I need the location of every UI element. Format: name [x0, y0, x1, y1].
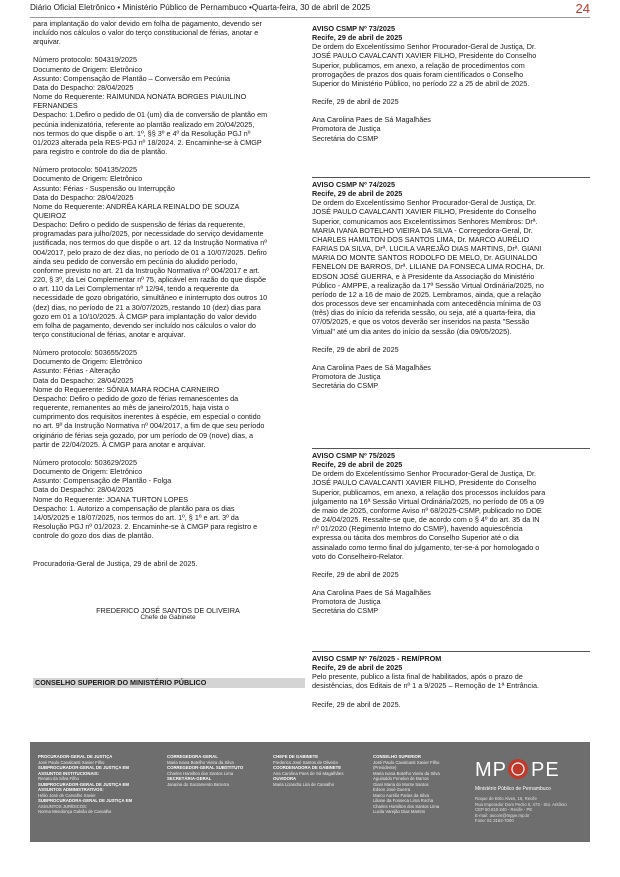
text-line: requerente, remanentes ao mês de janeiro/2015, haja vista o: [33, 403, 229, 413]
text-line: expressa ou tácita dos membros do Conselho Superior até o dia: [312, 533, 519, 543]
footer-line: ASSUNTOS ADMINISTRATIVOS:: [38, 787, 104, 792]
text-line: cumprimento dos requisitos inerentes à espécie, em especial o contido: [33, 412, 261, 422]
text-line: Data do Despacho: 28/04/2025: [33, 485, 134, 495]
text-line: Promotora de Justiça: [312, 124, 381, 134]
footer-line: SUBPROCURADORA-GERAL DE JUSTIÇA EM: [38, 798, 133, 803]
footer-line: Ana Carolina Paes de Sá Magalhães: [273, 770, 344, 776]
mppe-logo-icon: [475, 754, 585, 784]
text-line: Assunto: Compensação de Plantão - Folga: [33, 476, 172, 486]
text-line: programadas para julho/2025, por necessidade do serviço devidamente: [33, 229, 264, 239]
text-line: Documento de Origem: Eletrônico: [33, 357, 143, 367]
footer-line: COORDENADORA DE GABINETE: [273, 765, 342, 770]
footer-line: Marco Aurélio Farias da Silva: [373, 792, 429, 798]
notice-body: [312, 469, 590, 561]
text-line: Pelo presente, publico a lista final de habilitados, após o prazo de: [312, 672, 523, 682]
footer-line: Roque de Brito Alves, 16, Recife: [475, 796, 537, 801]
text-line: Promotora de Justiça: [312, 371, 381, 381]
notice-signer: [312, 588, 590, 615]
text-line: nº 01/2020 (Regimento Interno do CSMP), havendo aquiescência: [312, 524, 523, 534]
section-heading: CONSELHO SUPERIOR DO MINISTÉRIO PÚBLICO: [33, 678, 305, 688]
notice-title: AVISO CSMP Nº 75/2025: [312, 451, 395, 460]
text-line: Despacho: 1.Defiro o pedido de 01 (um) dia de conversão de plantão em: [33, 110, 268, 120]
footer-line: SECRETÁRIA-GERAL: [167, 776, 212, 781]
mppe-logo: [475, 754, 585, 834]
signer-name: FREDERICO JOSÉ SANTOS DE OLIVEIRA: [96, 606, 240, 616]
text-line: Número protocolo: 503655/2025: [33, 348, 137, 358]
footer-line: CEP 50.010-240 - Recife - PE: [475, 807, 533, 812]
footer-line: PROCURADOR-GERAL DE JUSTIÇA: [38, 754, 113, 759]
text-line: 14/05/2025 e 18/07/2025, nos termos do art. 1º, § 1º e art. 3º da: [33, 512, 239, 522]
text-line: Despacho: Defiro o pedido de suspensão de férias da requerente,: [33, 220, 246, 230]
protocol-entry: [33, 458, 303, 540]
intro-paragraph: [33, 19, 303, 46]
text-line: Superior, publicamos, em anexo, a relação de procedimentos com: [312, 60, 525, 70]
text-line: FERNANDES: [33, 101, 78, 111]
text-line: JOSÉ PAULO CAVALCANTI XAVIER FILHO, Presidente do Conselho: [312, 207, 537, 217]
footer-line: CORREGEDORA-GERAL: [167, 754, 218, 759]
notice-body: [312, 42, 590, 88]
footer-col-pgj: [38, 754, 158, 815]
footer-col-gabinete: [273, 754, 368, 787]
notice-signer: [312, 115, 590, 142]
logo-text-left: MP: [475, 759, 507, 781]
text-line: Número protocolo: 503629/2025: [33, 457, 137, 467]
text-line: Data do Despacho: 28/04/2025: [33, 82, 134, 92]
text-line: assinalado como termo final do julgamento, ter-se-á por homologado o: [312, 542, 540, 552]
text-line: Documento de Origem: Eletrônico: [33, 64, 143, 74]
text-line: partir de 22/04/2025. À CMGP para anotar e arquivar.: [33, 439, 206, 449]
text-line: conforme previsto no art. 21 da Instrução Normativa nº 004/2017 e art.: [33, 265, 260, 275]
journal-title: Diário Oficial Eletrônico • Ministério Público de Pernambuco •Quarta-feira, 30 de abril de 2025: [30, 3, 371, 12]
text-line: FENELON DE BARROS, Drª. LILIANE DA FONSECA LIMA ROCHA, Dr.: [312, 262, 545, 272]
text-line: Nome do Requerente: RAIMUNDA NONATA BORGES PIAUILINO: [33, 92, 247, 102]
footer-line: Giani Maria do Monte Santos: [373, 781, 429, 787]
text-line: Superior do Ministério Público, no período 22 a 25 de abril de 2025.: [312, 78, 530, 88]
footer-line: OUVIDORA: [273, 776, 297, 781]
text-line: De ordem do Excelentíssimo Senhor Procurador-Geral de Justiça, Dr.: [312, 42, 537, 52]
text-line: EDSON JOSÉ GUERRA, e à Presidente da Associação do Ministério: [312, 271, 535, 281]
text-line: Ana Carolina Paes de Sá Magalhães: [312, 362, 431, 372]
footer-line: (Presidente): [373, 765, 397, 770]
text-line: necessidade de gozo obrigatório, simultâneo e ininterrupto dos outros 10: [33, 293, 268, 303]
text-line: Despacho: 1. Autorizo a compensação de plantão para os dias: [33, 503, 235, 513]
footer-line: Frederico José Santos de Oliveira: [273, 759, 338, 765]
text-line: Virtual" até um dia antes do início da sessão (dia 09/05/2025).: [312, 326, 512, 336]
logo-text-right: PE: [531, 759, 560, 781]
footer-line: Hélio José de Carvalho Xavier: [38, 792, 96, 798]
text-line: pecúnia indenizatória, referente ao plantão realizado em 20/04/2025,: [33, 119, 255, 129]
text-line: (três) dias do início da referida sessão, ou seja, até a quarta-feira, dia: [312, 308, 536, 318]
text-line: Superior, publicamos, em anexo, a relação dos processos incluídos para: [312, 487, 546, 497]
notice-place-date: Recife, 29 de abril de 2025.: [312, 699, 401, 709]
text-line: arquivar.: [33, 37, 61, 47]
text-line: Promotora de Justiça: [312, 597, 381, 607]
notice-place-date: Recife, 29 de abril de 2025: [312, 97, 399, 107]
closing-line: Procuradoria-Geral de Justiça, 29 de abril de 2025.: [33, 559, 198, 569]
footer-line: SUBPROCURADOR-GERAL DE JUSTIÇA EM: [38, 765, 129, 770]
text-line: para implantação do valor devido em folha de pagamento, devendo ser: [33, 19, 262, 28]
text-line: Assunto: Férias - Alteração: [33, 366, 121, 376]
page-header: [30, 3, 590, 17]
text-line: o art. 110 da Lei Complementar nº 12/94, tendo a requerente da: [33, 284, 239, 294]
page-number: 24: [575, 1, 590, 16]
text-line: 004/2017, pelo prazo de dez dias, no período de 01 a 10/07/2025. Defiro: [33, 247, 267, 257]
text-line: para registro e controle do dia de plantão.: [33, 147, 168, 157]
text-line: terço constitucional de férias, anotar e arquivar.: [33, 330, 186, 339]
notice-place-date: Recife, 29 de abril de 2025: [312, 569, 399, 579]
text-line: De ordem do Excelentíssimo Senhor Procurador-Geral de Justiça, Dr.: [312, 198, 537, 208]
notice-date: Recife, 29 de abril de 2025: [312, 460, 403, 470]
footer-line: Charles Hamilton dos Santos Lima: [167, 770, 234, 776]
text-line: Nome do Requerente: ANDRÉA KARLA REINALDO DE SOUZA: [33, 201, 240, 211]
header-divider: [30, 17, 590, 18]
footer-line: Maria Ivana Botelho Vieira da Silva: [167, 759, 234, 765]
footer-line: Edson José Guerra: [373, 787, 411, 792]
footer-line: Liliane da Fonseca Lima Rocha: [373, 798, 434, 803]
text-line: período de 12 a 16 de maio de 2025. Lembramos, ainda, que a relação: [312, 289, 541, 299]
text-line: de 24/04/2025. Ressalte-se que, de acordo com o § 4º do art. 35 da IN: [312, 515, 540, 525]
notice-signer: [312, 363, 590, 390]
left-column: [33, 19, 303, 621]
text-line: Secretária do CSMP: [312, 381, 379, 391]
text-line: Data do Despacho: 28/04/2025: [33, 192, 134, 202]
footer-line: Fone: 81 3182-7000: [475, 818, 514, 823]
footer-line: Maria Ivana Botelho Vieira da Silva: [373, 770, 440, 776]
text-line: Ana Carolina Paes de Sá Magalhães: [312, 588, 431, 598]
text-line: JOSÉ PAULO CAVALCANTI XAVIER FILHO, Presidente do Conselho: [312, 51, 537, 61]
text-line: Superior, comunicamos aos Excelentíssimos Senhores Membros: Drª.: [312, 216, 538, 226]
footer-line: CORREGEDOR-GERAL SUBSTITUTO: [167, 765, 244, 770]
signer-role: Chefe de Gabinete: [140, 614, 196, 622]
notice-body: [312, 198, 590, 335]
text-line: Número protocolo: 504319/2025: [33, 55, 137, 65]
text-line: originário de férias seja gozado, por um período de 09 (nove) dias, a: [33, 430, 254, 440]
notice-74: [312, 177, 590, 390]
footer-line: Janaína do Sacramento Bezerra: [167, 781, 229, 787]
footer-line: ASSUNTOS JURÍDICOS:: [38, 803, 88, 809]
footer-line: E-mail: ascom@mppe.mp.br: [475, 812, 530, 818]
notice-date: Recife, 29 de abril de 2025: [312, 663, 403, 673]
text-line: desistências, dos Editais de nº 1 a 9/2025 – Remoção de 1ª Entrância.: [312, 681, 539, 691]
text-line: MARIA IVANA BOTELHO VIEIRA DA SILVA - Corregedora-Geral, Dr.: [312, 225, 533, 235]
text-line: no art. 9º da Instrução Normativa nº 004/2017, a fim de que seu período: [33, 421, 265, 431]
footer-line: Lucila Varejão Dias Martins: [373, 809, 425, 814]
page-footer: [30, 742, 590, 842]
notice-place-date: Recife, 29 de abril de 2025: [312, 344, 399, 354]
notice-body: [312, 672, 590, 690]
text-line: Assunto: Férias - Suspensão ou Interrupção: [33, 183, 175, 193]
text-line: CHARLES HAMILTON DOS SANTOS LIMA, Dr. MARCO AURÉLIO: [312, 234, 530, 244]
notice-73: [312, 22, 590, 143]
text-line: 07/05/2025, e que os votos deverão ser inseridos na pasta "Sessão: [312, 317, 530, 327]
footer-line: Maria Lizandra Lira de Carvalho: [273, 781, 335, 787]
text-line: incluído nos cálculos o valor do terço constitucional de férias, anotar e: [33, 28, 259, 38]
text-line: nos termos do que dispõe o art. 1º, §§ 3º e 4º da Resolução PGJ nº: [33, 128, 251, 138]
notice-title: AVISO CSMP Nº 76/2025 - REM/PROM: [312, 654, 442, 663]
footer-line: ASSUNTOS INSTITUCIONAIS:: [38, 770, 100, 776]
footer-line: Renato da Silva Filho: [38, 776, 79, 781]
protocol-entry: [33, 55, 303, 156]
logo-seal: [508, 759, 528, 779]
footer-address: [475, 796, 567, 824]
text-line: JOSÉ PAULO CAVALCANTI XAVIER FILHO, Presidente do Conselho: [312, 478, 537, 488]
text-line: gozo em 01 a 10/10/2025. À CMGP para implantação do valor devido: [33, 311, 257, 321]
text-line: Data do Despacho: 28/04/2025: [33, 375, 134, 385]
text-line: (dez) dias, no período de 21 a 30/07/2025, restando 10 (dez) dias para: [33, 302, 261, 312]
text-line: ainda seu pedido de conversão em pecúnia do aludido período,: [33, 256, 238, 266]
text-line: Resolução PGJ nº 01/2023. 2. Encaminhe-se à CMGP para registro e: [33, 521, 258, 531]
text-line: Assunto: Compensação de Plantão – Conversão em Pecúnia: [33, 73, 231, 83]
footer-line: Charles Hamilton dos Santos Lima: [373, 803, 440, 809]
text-line: Documento de Origem: Eletrônico: [33, 174, 143, 184]
text-line: em folha de pagamento, devendo ser incluído nos cálculos o valor do: [33, 320, 256, 330]
protocol-entry: [33, 165, 303, 339]
text-line: Nome do Requerente: SÔNIA MARA ROCHA CARNEIRO: [33, 384, 220, 394]
footer-line: Aguinaldo Fenelon de Barros: [373, 776, 429, 781]
text-line: de maio de 2025, conforme Aviso nº 68/2025-CSMP, publicado no DOE: [312, 505, 542, 515]
text-line: Secretária do CSMP: [312, 133, 379, 143]
footer-col-corregedoria: [167, 754, 267, 787]
text-line: Público - AMPPE, a realização da 17ª Sessão Virtual Ordinária/2025, no: [312, 280, 544, 290]
text-line: MARIA DO MONTE SANTOS RODOLFO DE MELO, Dr. AGUINALDO: [312, 253, 538, 263]
text-line: voto do Conselheiro-Relator.: [312, 551, 404, 561]
text-line: Despacho: Defiro o pedido de gozo de férias remanescentes da: [33, 393, 239, 403]
text-line: De ordem do Excelentíssimo Senhor Procurador-Geral de Justiça, Dr.: [312, 469, 537, 479]
logo-tagline: Ministério Público de Pernambuco: [475, 786, 551, 792]
text-line: 220, § 3º, da Lei Complementar nº 75, aplicável em razão do que dispõe: [33, 275, 267, 285]
footer-line: José Paulo Cavalcanti Xavier Filho: [373, 759, 440, 765]
text-line: dos processos deve ser encaminhada com antecedência mínima de 03: [312, 299, 541, 309]
text-line: julgamento na 16ª Sessão Virtual Ordinária/2025, no período de 05 a 09: [312, 496, 544, 506]
footer-line: José Paulo Cavalcanti Xavier Filho: [38, 759, 105, 765]
notice-75: [312, 448, 590, 616]
text-line: justificada, nos termos do que dispõe o art. 12 da Instrução Normativa nº: [33, 238, 267, 248]
footer-line: SUBPROCURADOR-GERAL DE JUSTIÇA EM: [38, 781, 129, 787]
notice-76: [312, 651, 590, 709]
text-line: prorrogações de prazos dos quais foram científicados o Conselho: [312, 69, 524, 79]
footer-line: CHEFE DE GABINETE: [273, 754, 319, 759]
footer-col-conselho: [373, 754, 471, 815]
text-line: 01/2023 alterada pela RES-PGJ nº 18/2024. 2. Encaminhe-se à CMGP: [33, 137, 262, 147]
notice-title: AVISO CSMP Nº 73/2025: [312, 24, 395, 33]
text-line: QUEIROZ: [33, 210, 67, 220]
text-line: controle do gozo dos dias de plantão.: [33, 531, 154, 541]
notice-date: Recife, 29 de abril de 2025: [312, 33, 403, 43]
text-line: Número protocolo: 504135/2025: [33, 165, 137, 175]
notice-title: AVISO CSMP Nº 74/2025: [312, 180, 395, 189]
text-line: Secretária do CSMP: [312, 606, 379, 616]
notice-date: Recife, 29 de abril de 2025: [312, 189, 403, 199]
footer-line: Norma Mendonça Galvão de Carvalho: [38, 809, 112, 814]
text-line: Documento de Origem: Eletrônico: [33, 467, 143, 477]
text-line: Nome do Requerente: JOANA TURTON LOPES: [33, 494, 189, 504]
footer-line: CONSELHO SUPERIOR: [373, 754, 421, 759]
text-line: FARIAS DA SILVA, Drª. LUCILA VAREJÃO DIAS MARTINS, Drª. GIANI: [312, 244, 542, 254]
footer-line: Rua Imperador Dom Pedro II, 473 - Sto. Antônio: [475, 801, 567, 807]
protocol-entry: [33, 348, 303, 449]
text-line: Ana Carolina Paes de Sá Magalhães: [312, 115, 431, 125]
